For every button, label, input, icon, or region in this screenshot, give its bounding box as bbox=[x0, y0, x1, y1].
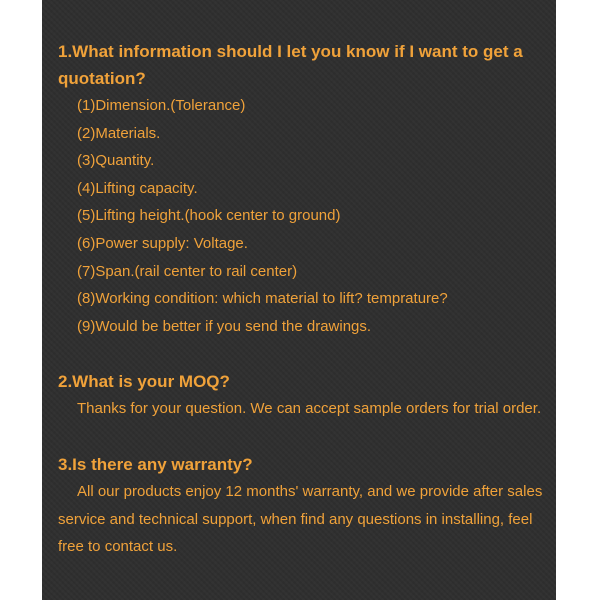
faq-content bbox=[58, 38, 548, 561]
list-item: (4)Lifting capacity. bbox=[77, 179, 198, 197]
question-title: 3.Is there any warranty? bbox=[58, 454, 253, 474]
list-item: (1)Dimension.(Tolerance) bbox=[77, 97, 246, 114]
answer-text: Thanks for your question. We can accept sample orders for trial order. bbox=[77, 400, 542, 418]
quotation-info-list bbox=[58, 92, 548, 340]
faq-section-quotation bbox=[58, 38, 548, 340]
list-item: (2)Materials. bbox=[77, 124, 161, 142]
faq-section-warranty bbox=[58, 451, 548, 561]
question-title: 1.What information should I let you know if I want to get a quotation? bbox=[58, 42, 523, 88]
faq-section-moq bbox=[58, 368, 548, 423]
list-item: (3)Quantity. bbox=[77, 152, 155, 170]
list-item: (6)Power supply: Voltage. bbox=[77, 234, 248, 252]
list-item: (5)Lifting height.(hook center to ground) bbox=[77, 207, 341, 225]
list-item: (8)Working condition: which material to lift? temprature? bbox=[77, 290, 448, 308]
faq-panel bbox=[42, 0, 556, 600]
list-item: (7)Span.(rail center to rail center) bbox=[77, 262, 298, 280]
answer-text: All our products enjoy 12 months' warranty, and we provide after sales service and technical support, when find any questions in installing, feel free to contact us. bbox=[58, 482, 543, 556]
question-title: 2.What is your MOQ? bbox=[58, 372, 230, 392]
list-item: (9)Would be better if you send the drawings. bbox=[77, 317, 372, 335]
